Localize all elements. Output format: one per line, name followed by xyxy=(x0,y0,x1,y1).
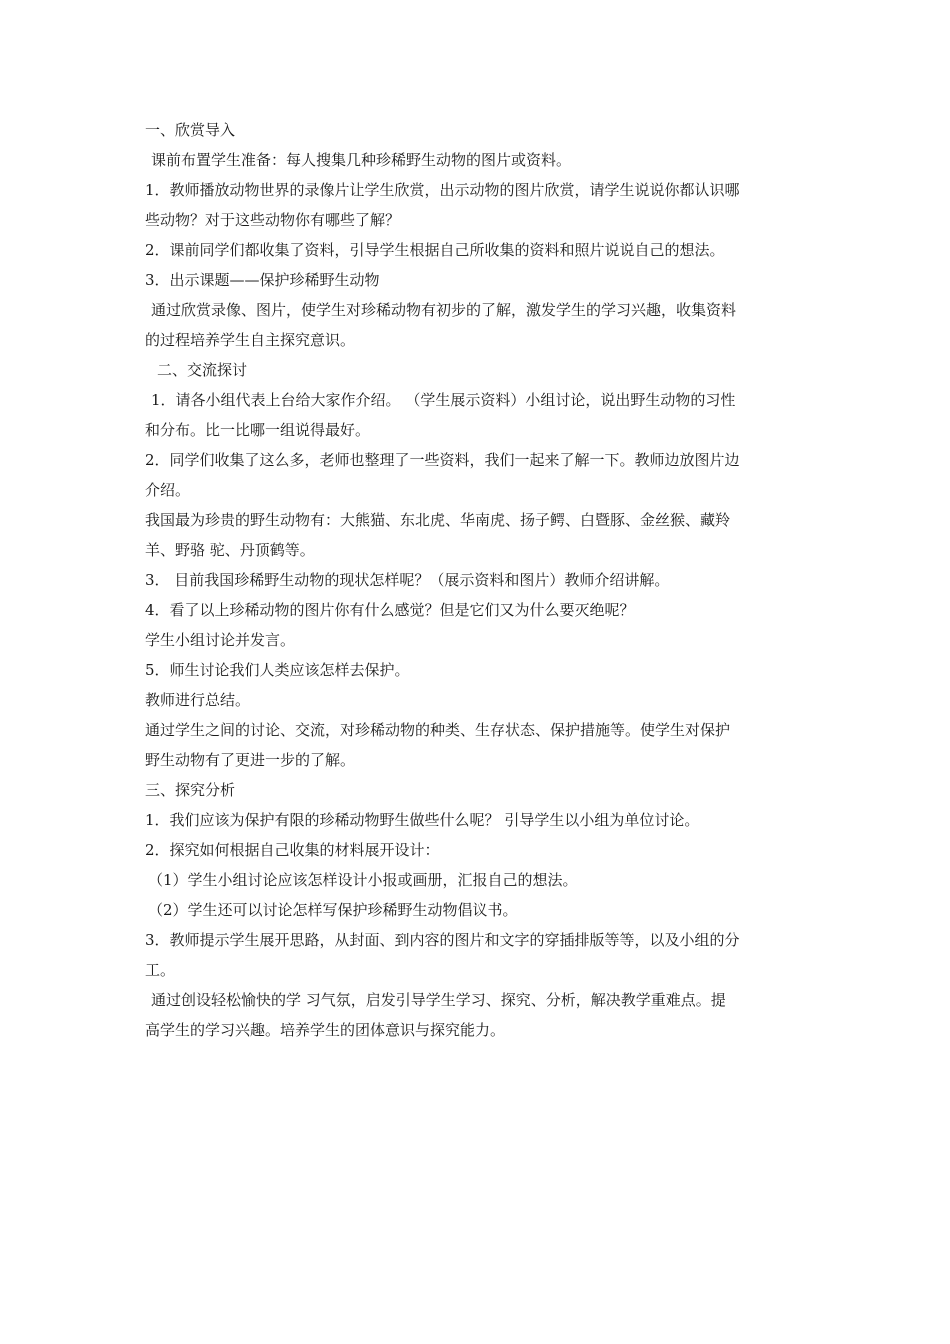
paragraph-line: 的过程培养学生自主探究意识。 xyxy=(145,331,356,349)
paragraph-line: 1．我们应该为保护有限的珍稀动物野生做些什么呢？ 引导学生以小组为单位讨论。 xyxy=(145,811,700,829)
paragraph-line: 3． 目前我国珍稀野生动物的现状怎样呢？（展示资料和图片）教师介绍讲解。 xyxy=(145,571,670,589)
paragraph-line: 通过欣赏录像、图片，使学生对珍稀动物有初步的了解，激发学生的学习兴趣，收集资料 xyxy=(151,301,737,319)
heading-appreciation-intro: 一、欣赏导入 xyxy=(145,121,236,139)
paragraph-line: 3．出示课题——保护珍稀野生动物 xyxy=(145,271,380,289)
paragraph-line: 2．探究如何根据自己收集的材料展开设计： xyxy=(145,841,440,859)
paragraph-line: 高学生的学习兴趣。培养学生的团体意识与探究能力。 xyxy=(145,1021,506,1039)
paragraph-line: 4．看了以上珍稀动物的图片你有什么感觉？但是它们又为什么要灭绝呢？ xyxy=(145,601,635,619)
paragraph-line: 1．教师播放动物世界的录像片让学生欣赏，出示动物的图片欣赏，请学生说说你都认识哪 xyxy=(145,181,740,199)
paragraph-line: 3．教师提示学生展开思路，从封面、到内容的图片和文字的穿插排版等等，以及小组的分 xyxy=(145,931,740,949)
paragraph-line: 通过学生之间的讨论、交流，对珍稀动物的种类、生存状态、保护措施等。使学生对保护 xyxy=(145,721,731,739)
paragraph-line: 通过创设轻松愉快的学 习气氛，启发引导学生学习、探究、分析，解决教学重难点。提 xyxy=(151,991,726,1009)
paragraph-line: 介绍。 xyxy=(145,481,191,499)
paragraph-line: 我国最为珍贵的野生动物有：大熊猫、东北虎、华南虎、扬子鳄、白暨豚、金丝猴、藏羚 xyxy=(145,511,731,529)
paragraph-line: 学生小组讨论并发言。 xyxy=(145,631,296,649)
document-body xyxy=(145,115,810,1045)
heading-exchange-discussion: 二、交流探讨 xyxy=(157,361,248,379)
paragraph-line: 工。 xyxy=(145,961,176,979)
paragraph-line: 5．师生讨论我们人类应该怎样去保护。 xyxy=(145,661,410,679)
paragraph-line: 和分布。比一比哪一组说得最好。 xyxy=(145,421,371,439)
paragraph-line: （2）学生还可以讨论怎样写保护珍稀野生动物倡议书。 xyxy=(148,901,518,919)
paragraph-line: 羊、野骆 驼、丹顶鹤等。 xyxy=(145,541,315,559)
paragraph-line: 些动物？对于这些动物你有哪些了解？ xyxy=(145,211,401,229)
paragraph-line: 课前布置学生准备：每人搜集几种珍稀野生动物的图片或资料。 xyxy=(151,151,572,169)
paragraph-line: 2．课前同学们都收集了资料，引导学生根据自己所收集的资料和照片说说自己的想法。 xyxy=(145,241,725,259)
paragraph-line: 2．同学们收集了这么多，老师也整理了一些资料，我们一起来了解一下。教师边放图片边 xyxy=(145,451,740,469)
paragraph-line: 1．请各小组代表上台给大家作介绍。 （学生展示资料）小组讨论，说出野生动物的习性 xyxy=(151,391,736,409)
paragraph-line: 教师进行总结。 xyxy=(145,691,251,709)
paragraph-line: 野生动物有了更进一步的了解。 xyxy=(145,751,356,769)
heading-inquiry-analysis: 三、探究分析 xyxy=(145,781,236,799)
paragraph-line: （1）学生小组讨论应该怎样设计小报或画册，汇报自己的想法。 xyxy=(148,871,578,889)
